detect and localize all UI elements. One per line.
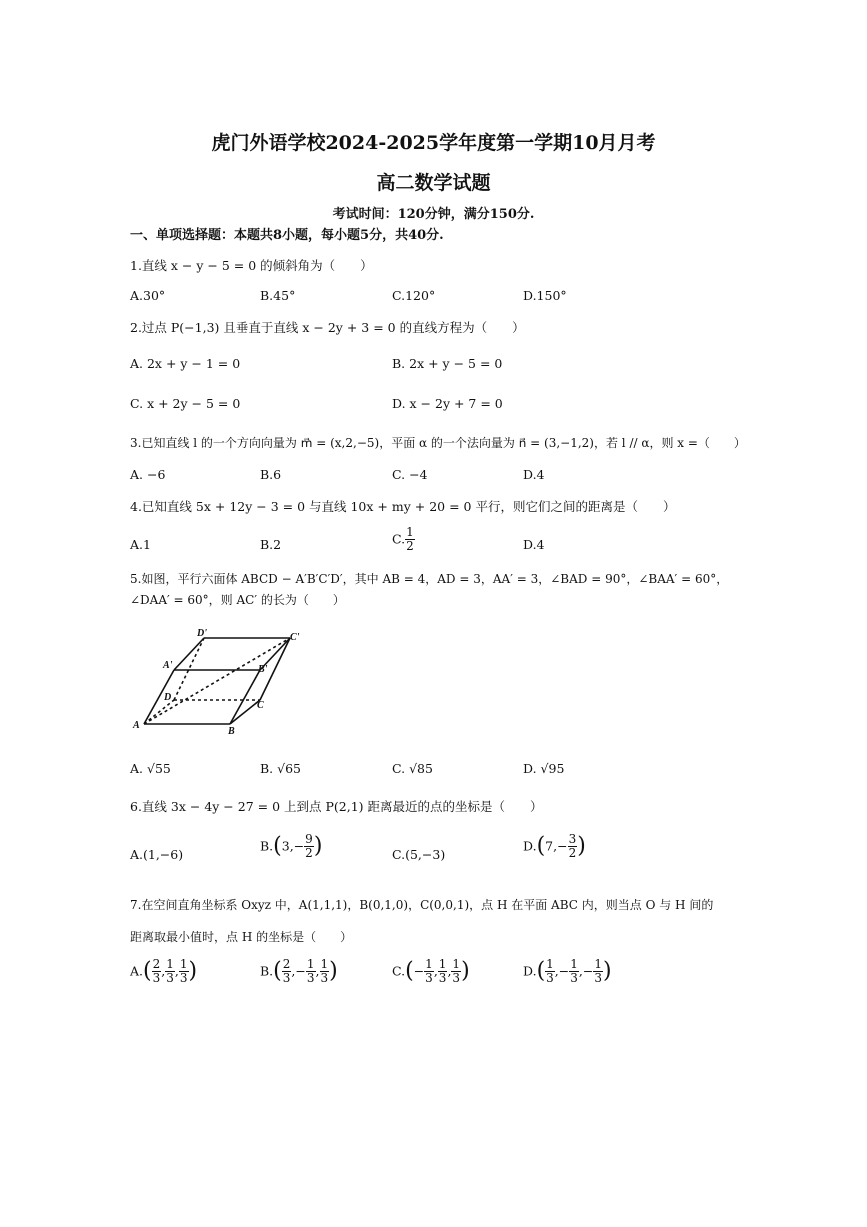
label-B1: B'	[258, 664, 268, 675]
question-4-option-b: B.2	[260, 537, 282, 552]
question-4-option-c-label: C.	[392, 531, 406, 547]
question-5-option-d: D. √95	[523, 761, 565, 776]
question-5-option-c: C. √85	[392, 761, 433, 776]
edge-BC	[230, 700, 260, 724]
question-1-stem: 1.直线 x − y − 5 = 0 的倾斜角为（ ）	[130, 258, 373, 273]
label-B: B	[228, 726, 235, 737]
label-D: D	[164, 692, 172, 703]
question-5-stem-line1: 5.如图，平行六面体 ABCD − A′B′C′D′，其中 AB = 4，AD = 3，AA′ = 3，∠BAD = 90°，∠BAA′ = 60°，	[130, 572, 729, 586]
question-7-option-a: A.( $\frac{2}{3}$ , $\frac{1}{3}$ , $\frac{1}{3}$ )	[130, 957, 198, 985]
label-C: C	[257, 700, 264, 711]
question-2-option-c: C. x + 2y − 5 = 0	[130, 396, 241, 411]
question-6-option-c: C.(5,−3)	[392, 847, 446, 862]
label-C1: C'	[290, 632, 300, 643]
question-5-option-b: B. √65	[260, 761, 302, 776]
edge-DD1	[174, 638, 204, 700]
edge-BB1	[230, 670, 260, 724]
question-1-option-a: A.30°	[130, 288, 166, 303]
question-4-option-c-fraction: $\frac{1}{2}$	[406, 525, 414, 553]
question-6-option-d: D.(7,− $\frac{3}{2}$ )	[523, 832, 586, 860]
edge-AD	[144, 700, 174, 724]
question-2-option-a: A. 2x + y − 1 = 0	[130, 356, 241, 371]
question-5-stem-line2: ∠DAA′ = 60°，则 AC′ 的长为（ ）	[130, 593, 345, 607]
question-1-option-c: C.120°	[392, 288, 436, 303]
question-4-option-d: D.4	[523, 537, 545, 552]
question-2-option-d: D. x − 2y + 7 = 0	[392, 396, 503, 411]
question-6-option-a: A.(1,−6)	[130, 847, 184, 862]
parallelepiped-figure	[130, 622, 310, 740]
question-7-option-c: C.(− $\frac{1}{3}$ , $\frac{1}{3}$ , $\frac{1}{3}$ )	[392, 957, 470, 985]
question-4-option-a: A.1	[130, 537, 151, 552]
question-7-stem-line2: 距离取最小值时，点 H 的坐标是（ ）	[130, 930, 353, 944]
question-4-stem: 4.已知直线 5x + 12y − 3 = 0 与直线 10x + my + 20 = 0 平行，则它们之间的距离是（ ）	[130, 499, 676, 514]
question-3-option-d: D.4	[523, 467, 545, 482]
section-heading: 一、单项选择题：本题共8小题，每小题5分，共40分.	[130, 228, 444, 243]
label-D1: D'	[197, 628, 207, 639]
question-2-stem: 2.过点 P(−1,3) 且垂直于直线 x − 2y + 3 = 0 的直线方程为（ ）	[130, 320, 525, 335]
diagonal-AC1	[144, 638, 290, 724]
label-A: A	[133, 720, 140, 731]
question-2-option-b: B. 2x + y − 5 = 0	[392, 356, 503, 371]
question-5-option-a: A. √55	[130, 761, 171, 776]
question-3-option-b: B.6	[260, 467, 282, 482]
exam-info: 考试时间：120分钟，满分150分.	[332, 207, 535, 222]
exam-title: 虎门外语学校2024-2025学年度第一学期10月月考	[211, 132, 656, 154]
question-3-option-a: A. −6	[130, 467, 166, 482]
question-1-option-d: D.150°	[523, 288, 567, 303]
question-7-stem-line1: 7.在空间直角坐标系 Oxyz 中，A(1,1,1)，B(0,1,0)，C(0,0,1)，点 H 在平面 ABC 内，则当点 O 与 H 间的	[130, 898, 714, 912]
question-3-stem: 3.已知直线 l 的一个方向向量为 m⃗ = (x,2,−5)，平面 α 的一个法向量为 n⃗ = (3,−1,2)，若 l // α，则 x =（ ）	[130, 436, 746, 450]
edge-A1D1	[174, 638, 204, 670]
question-6-stem: 6.直线 3x − 4y − 27 = 0 上到点 P(2,1) 距离最近的点的坐标是（ ）	[130, 799, 543, 814]
label-A1: A'	[163, 660, 173, 671]
question-4-option-c	[392, 526, 415, 552]
question-6-option-b: B.(3,− $\frac{9}{2}$ )	[260, 832, 323, 860]
question-1-option-b: B.45°	[260, 288, 296, 303]
question-7-option-d: D.( $\frac{1}{3}$ ,− $\frac{1}{3}$ ,− $\frac{1}{3}$ )	[523, 957, 612, 985]
exam-subtitle: 高二数学试题	[376, 172, 491, 194]
question-3-option-c: C. −4	[392, 467, 428, 482]
question-7-option-b: B.( $\frac{2}{3}$ ,− $\frac{1}{3}$ , $\frac{1}{3}$ )	[260, 957, 338, 985]
